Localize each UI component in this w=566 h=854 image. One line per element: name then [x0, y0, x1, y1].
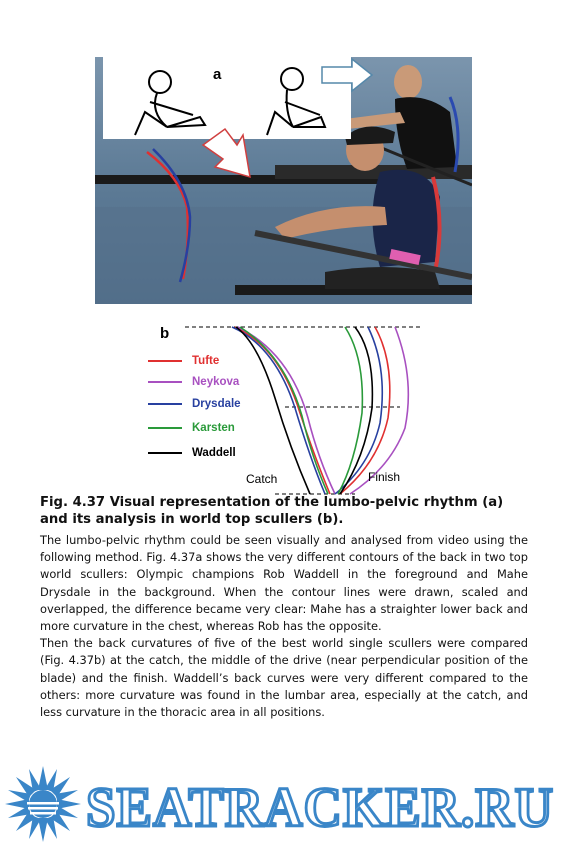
legend-label-drysdale: Drysdale	[192, 398, 241, 410]
panel-a-label: a	[213, 66, 222, 83]
legend-label-karsten: Karsten	[192, 422, 235, 434]
paragraph-2: Then the back curvatures of five of the best world single scullers were compared (Fig. 4.37b) at the catch, the middle of the drive (near perpendicular position of the blade) and the finish. Waddell’s back curves were very different compared to the others: more curvature was found in the lumbar area, especially at the catch, and less curvature in the thoracic area in all positions.	[40, 636, 528, 720]
panel-b-label: b	[160, 325, 170, 342]
sun-logo-icon	[5, 766, 81, 842]
figure-b-chart	[140, 318, 440, 498]
legend-label-tufte: Tufte	[192, 355, 220, 367]
watermark-text: SEATRACKER.RU	[86, 777, 554, 839]
curve-finish-tufte	[340, 327, 390, 494]
paragraph-1: The lumbo-pelvic rhythm could be seen visually and analysed from video using the following method. Fig. 4.37a shows the very different contours of the back in two top world scullers: Olympic champions Rob Waddell in the foreground and Mahe Drysdale in the background. When the contour lines were drawn, scaled and overlapped, the difference became very clear: Mahe has a straighter lower back and more curvature in the chest, whereas Rob has the opposite.	[40, 533, 528, 634]
catch-label: Catch	[246, 472, 278, 486]
catch-curves	[232, 327, 335, 494]
legend-label-waddell: Waddell	[192, 447, 236, 459]
watermark	[0, 762, 566, 850]
legend-label-neykova: Neykova	[192, 376, 240, 388]
legend-item-neykova	[148, 376, 240, 388]
legend	[148, 355, 241, 459]
legend-item-waddell	[148, 447, 236, 459]
body-text	[40, 532, 528, 721]
curve-finish-drysdale	[335, 327, 382, 494]
figure-a-photo	[95, 57, 472, 304]
legend-item-drysdale	[148, 398, 241, 410]
figure-caption: Fig. 4.37 Visual representation of the lumbo-pelvic rhythm (a) and its analysis in world top scullers (b).	[40, 495, 504, 527]
legend-item-tufte	[148, 355, 219, 367]
finish-label: Finish	[368, 470, 401, 484]
finish-curves	[335, 327, 408, 494]
legend-item-karsten	[148, 422, 235, 434]
